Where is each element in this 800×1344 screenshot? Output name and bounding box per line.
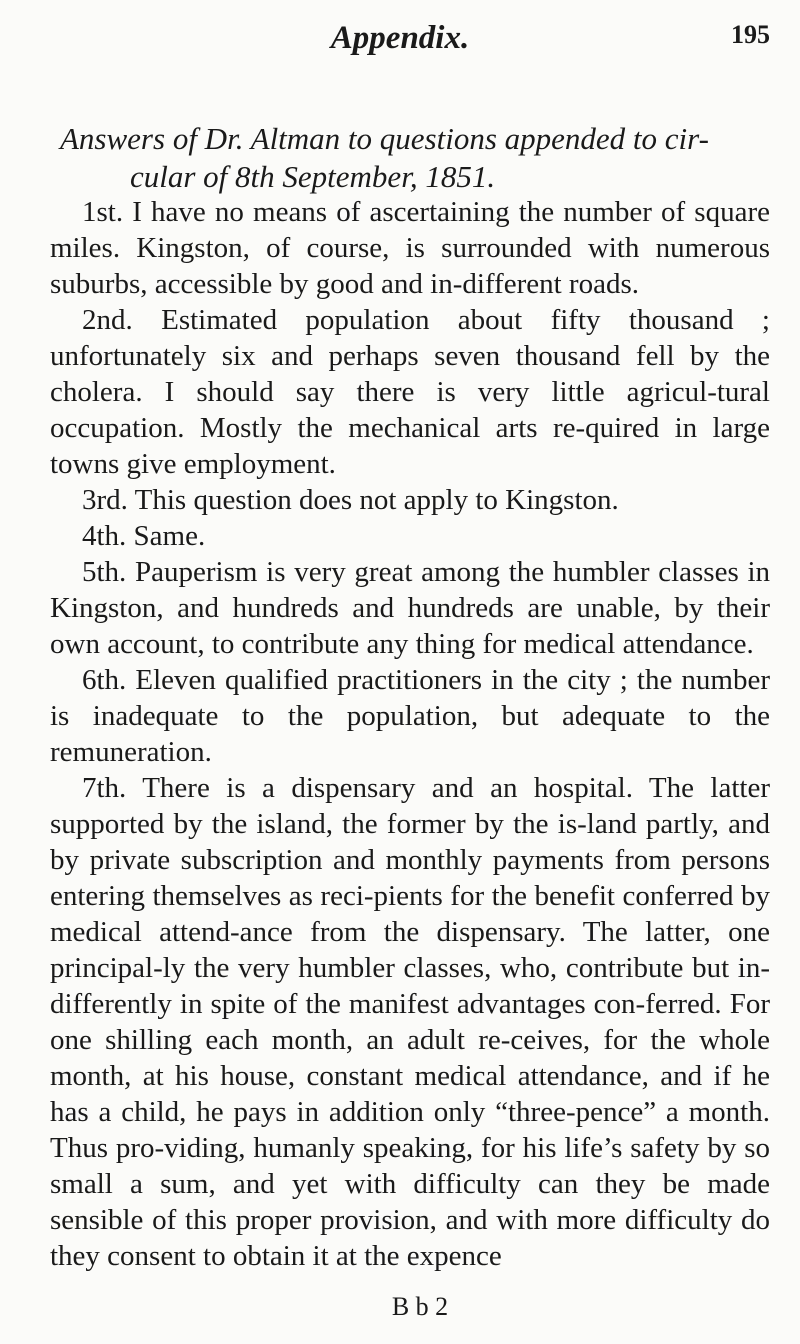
answer-6: 6th. Eleven qualified practitioners in the city ; the number is inadequate to the population, but adequate to the remuneration.	[50, 664, 770, 768]
page-number: 195	[731, 20, 770, 49]
signature-mark: B b 2	[391, 1292, 449, 1321]
answer-1: 1st. I have no means of ascertaining the number of square miles. Kingston, of course, is surrounded with numerous suburbs, accessible by good and in-different roads.	[50, 196, 770, 300]
section-title-line-1: Answers of Dr. Altman to questions appended to cir-	[60, 121, 709, 156]
answer-7: 7th. There is a dispensary and an hospital. The latter supported by the island, the former by the is-land partly, and by private subscription and monthly payments from persons entering themselves as reci-pients for the benefit conferred by medical attend-ance from the dispensary. The latter, one principal-ly the very humbler classes, who, contribute but in-differently in spite of the manifest advantages con-ferred. For one shilling each month, an adult re-ceives, for the whole month, at his house, constant medical attendance, and if he has a child, he pays in addition only “three-pence” a month. Thus pro-viding, humanly speaking, for his life’s safety by so small a sum, and yet with difficulty can they be made sensible of this proper provision, and with more difficulty do they consent to obtain it at the expence	[50, 772, 770, 1272]
running-title: Appendix.	[330, 20, 470, 56]
body-text	[50, 194, 770, 1274]
answer-4: 4th. Same.	[82, 520, 206, 552]
answer-5: 5th. Pauperism is very great among the humbler classes in Kingston, and hundreds and hundreds are unable, by their own account, to contribute any thing for medical attendance.	[50, 556, 770, 660]
page-header	[0, 20, 800, 60]
answer-2: 2nd. Estimated population about fifty thousand ; unfortunately six and perhaps seven thousand fell by the cholera. I should say there is very little agricul-tural occupation. Mostly the mechanical arts re-quired in large towns give employment.	[50, 304, 770, 480]
section-title	[60, 120, 760, 196]
answer-3: 3rd. This question does not apply to Kingston.	[82, 484, 619, 516]
section-title-line-2: cular of 8th September, 1851.	[130, 159, 496, 194]
